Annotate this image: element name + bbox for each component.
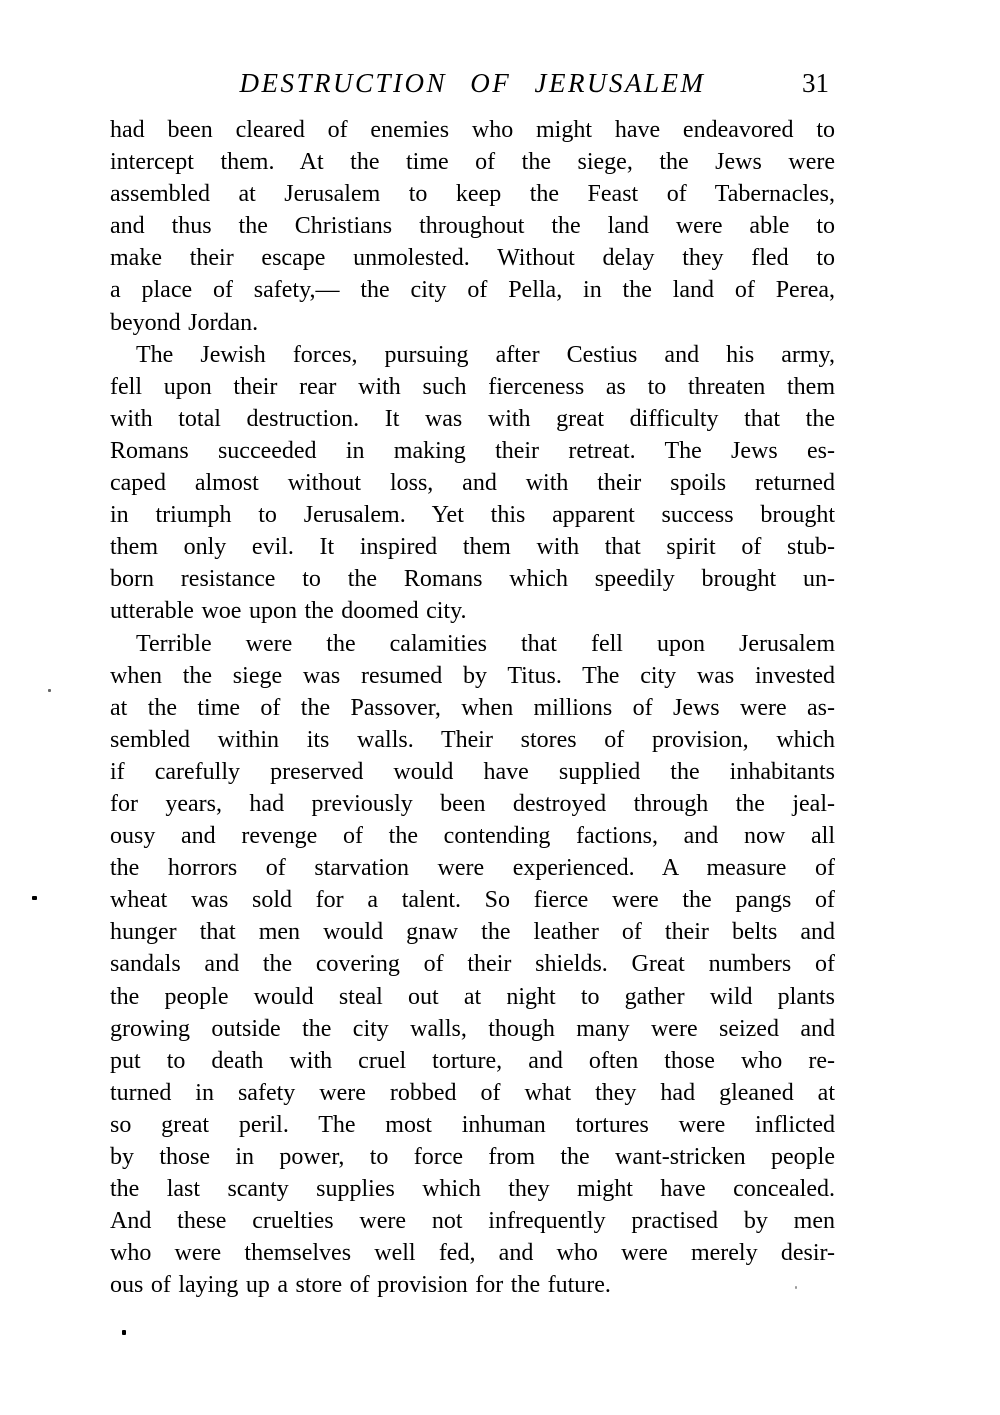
text-line: intercept them. At the time of the siege, the Jews were bbox=[110, 149, 835, 176]
text-line: Romans succeeded in making their retreat. The Jews es- bbox=[110, 437, 835, 464]
text-line: make their escape unmolested. Without delay they fled to bbox=[110, 245, 835, 272]
text-line: put to death with cruel torture, and often those who re- bbox=[110, 1047, 835, 1074]
text-line: who were themselves well fed, and who were merely desir- bbox=[110, 1240, 835, 1267]
scan-speck bbox=[32, 896, 37, 900]
text-line: beyond Jordan. bbox=[110, 309, 259, 336]
page-number: 31 bbox=[802, 68, 829, 98]
text-line: hunger that men would gnaw the leather of their belts and bbox=[110, 919, 835, 946]
text-line: And these cruelties were not infrequently practised by men bbox=[110, 1208, 835, 1235]
text-line: a place of safety,— the city of Pella, in the land of Perea, bbox=[110, 277, 835, 304]
text-line: if carefully preserved would have supplied the inhabitants bbox=[110, 758, 835, 785]
text-line: assembled at Jerusalem to keep the Feast of Tabernacles, bbox=[110, 181, 835, 208]
text-line: when the siege was resumed by Titus. The city was invested bbox=[110, 662, 835, 689]
text-line: with total destruction. It was with great difficulty that the bbox=[110, 405, 835, 432]
text-line: caped almost without loss, and with their spoils returned bbox=[110, 470, 835, 497]
body-text bbox=[110, 114, 835, 1301]
text-line: the people would steal out at night to gather wild plants bbox=[110, 983, 835, 1010]
text-line: them only evil. It inspired them with that spirit of stub- bbox=[110, 534, 835, 561]
text-line: at the time of the Passover, when millions of Jews were as- bbox=[110, 694, 835, 721]
text-line: for years, had previously been destroyed through the jeal- bbox=[110, 790, 835, 817]
text-line: sembled within its walls. Their stores of provision, which bbox=[110, 726, 835, 753]
text-line: the horrors of starvation were experienced. A measure of bbox=[110, 855, 835, 882]
text-line: so great peril. The most inhuman tortures were inflicted bbox=[110, 1111, 835, 1138]
running-header bbox=[110, 68, 835, 102]
text-line: utterable woe upon the doomed city. bbox=[110, 598, 467, 625]
text-line: by those in power, to force from the want-stricken people bbox=[110, 1144, 835, 1170]
text-line: and thus the Christians throughout the land were able to bbox=[110, 213, 835, 240]
text-line: born resistance to the Romans which speedily brought un- bbox=[110, 566, 835, 593]
text-line: had been cleared of enemies who might have endeavored to bbox=[110, 117, 835, 143]
text-line: Terrible were the calamities that fell upon Jerusalem bbox=[136, 630, 835, 657]
scan-speck bbox=[795, 1286, 797, 1289]
text-line: fell upon their rear with such fierceness as to threaten them bbox=[110, 373, 835, 400]
text-line: The Jewish forces, pursuing after Cestius and his army, bbox=[136, 341, 835, 368]
running-header-title: DESTRUCTION OF JERUSALEM bbox=[239, 68, 706, 98]
text-line: ous of laying up a store of provision for the future. bbox=[110, 1272, 611, 1299]
scan-speck bbox=[48, 689, 51, 692]
text-line: ousy and revenge of the contending factions, and now all bbox=[110, 823, 835, 850]
text-line: in triumph to Jerusalem. Yet this apparent success brought bbox=[110, 502, 835, 529]
text-line: turned in safety were robbed of what they had gleaned at bbox=[110, 1079, 835, 1106]
text-line: wheat was sold for a talent. So fierce were the pangs of bbox=[110, 887, 835, 914]
text-line: sandals and the covering of their shields. Great numbers of bbox=[110, 951, 835, 978]
text-line: growing outside the city walls, though many were seized and bbox=[110, 1015, 835, 1042]
scan-speck bbox=[122, 1330, 126, 1335]
text-line: the last scanty supplies which they might have concealed. bbox=[110, 1176, 835, 1203]
